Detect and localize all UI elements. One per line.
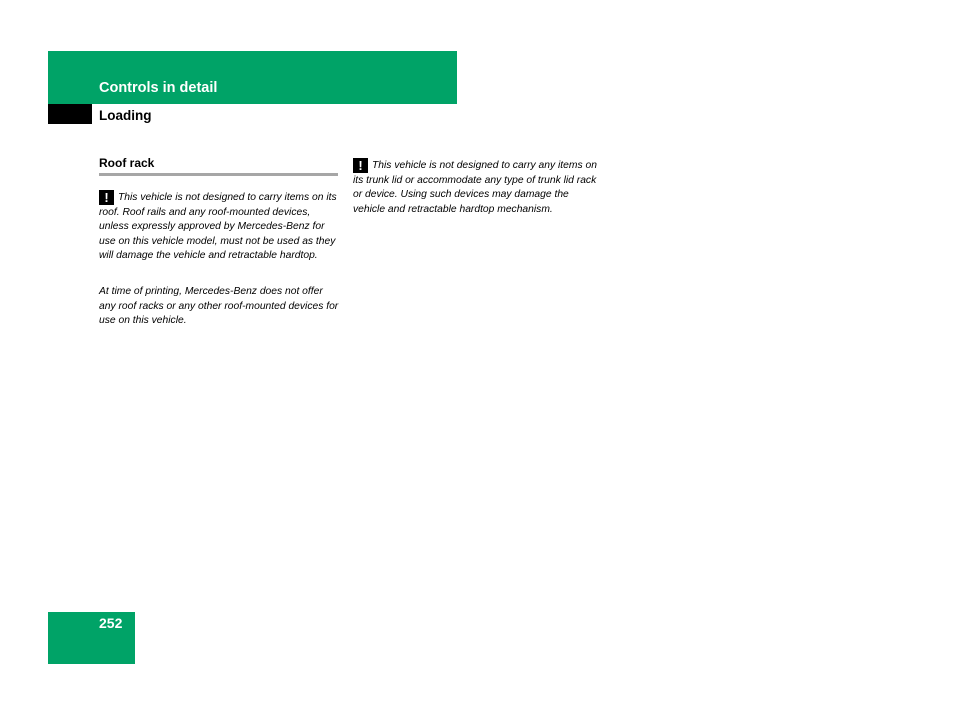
roof-rack-availability-note: At time of printing, Mercedes-Benz does not offer any roof racks or any other roof-mounted devices for use on this vehicle. — [99, 286, 339, 327]
header-band — [48, 51, 457, 104]
trunk-warning-note — [353, 158, 597, 217]
trunk-warning-text: This vehicle is not designed to carry any items on its trunk lid or accommodate any type of trunk lid rack or device. Using such devices may damage the vehicle and retractable hardtop mechanism. — [353, 160, 597, 215]
page-number: 252 — [99, 615, 123, 631]
exclamation-icon: ! — [353, 158, 368, 173]
section-tab-marker — [48, 104, 92, 124]
roof-warning-text: This vehicle is not designed to carry items on its roof. Roof rails and any roof-mounted devices, unless expressly approved by Mercedes-Benz for use on this vehicle model, must not be used as they will damage the vehicle and retractable hardtop. — [99, 192, 337, 262]
roof-rack-heading: Roof rack — [99, 156, 155, 170]
section-title: Loading — [99, 108, 152, 123]
heading-divider — [99, 173, 338, 176]
roof-warning-note — [99, 190, 341, 264]
chapter-title: Controls in detail — [99, 80, 218, 96]
exclamation-icon: ! — [99, 190, 114, 205]
